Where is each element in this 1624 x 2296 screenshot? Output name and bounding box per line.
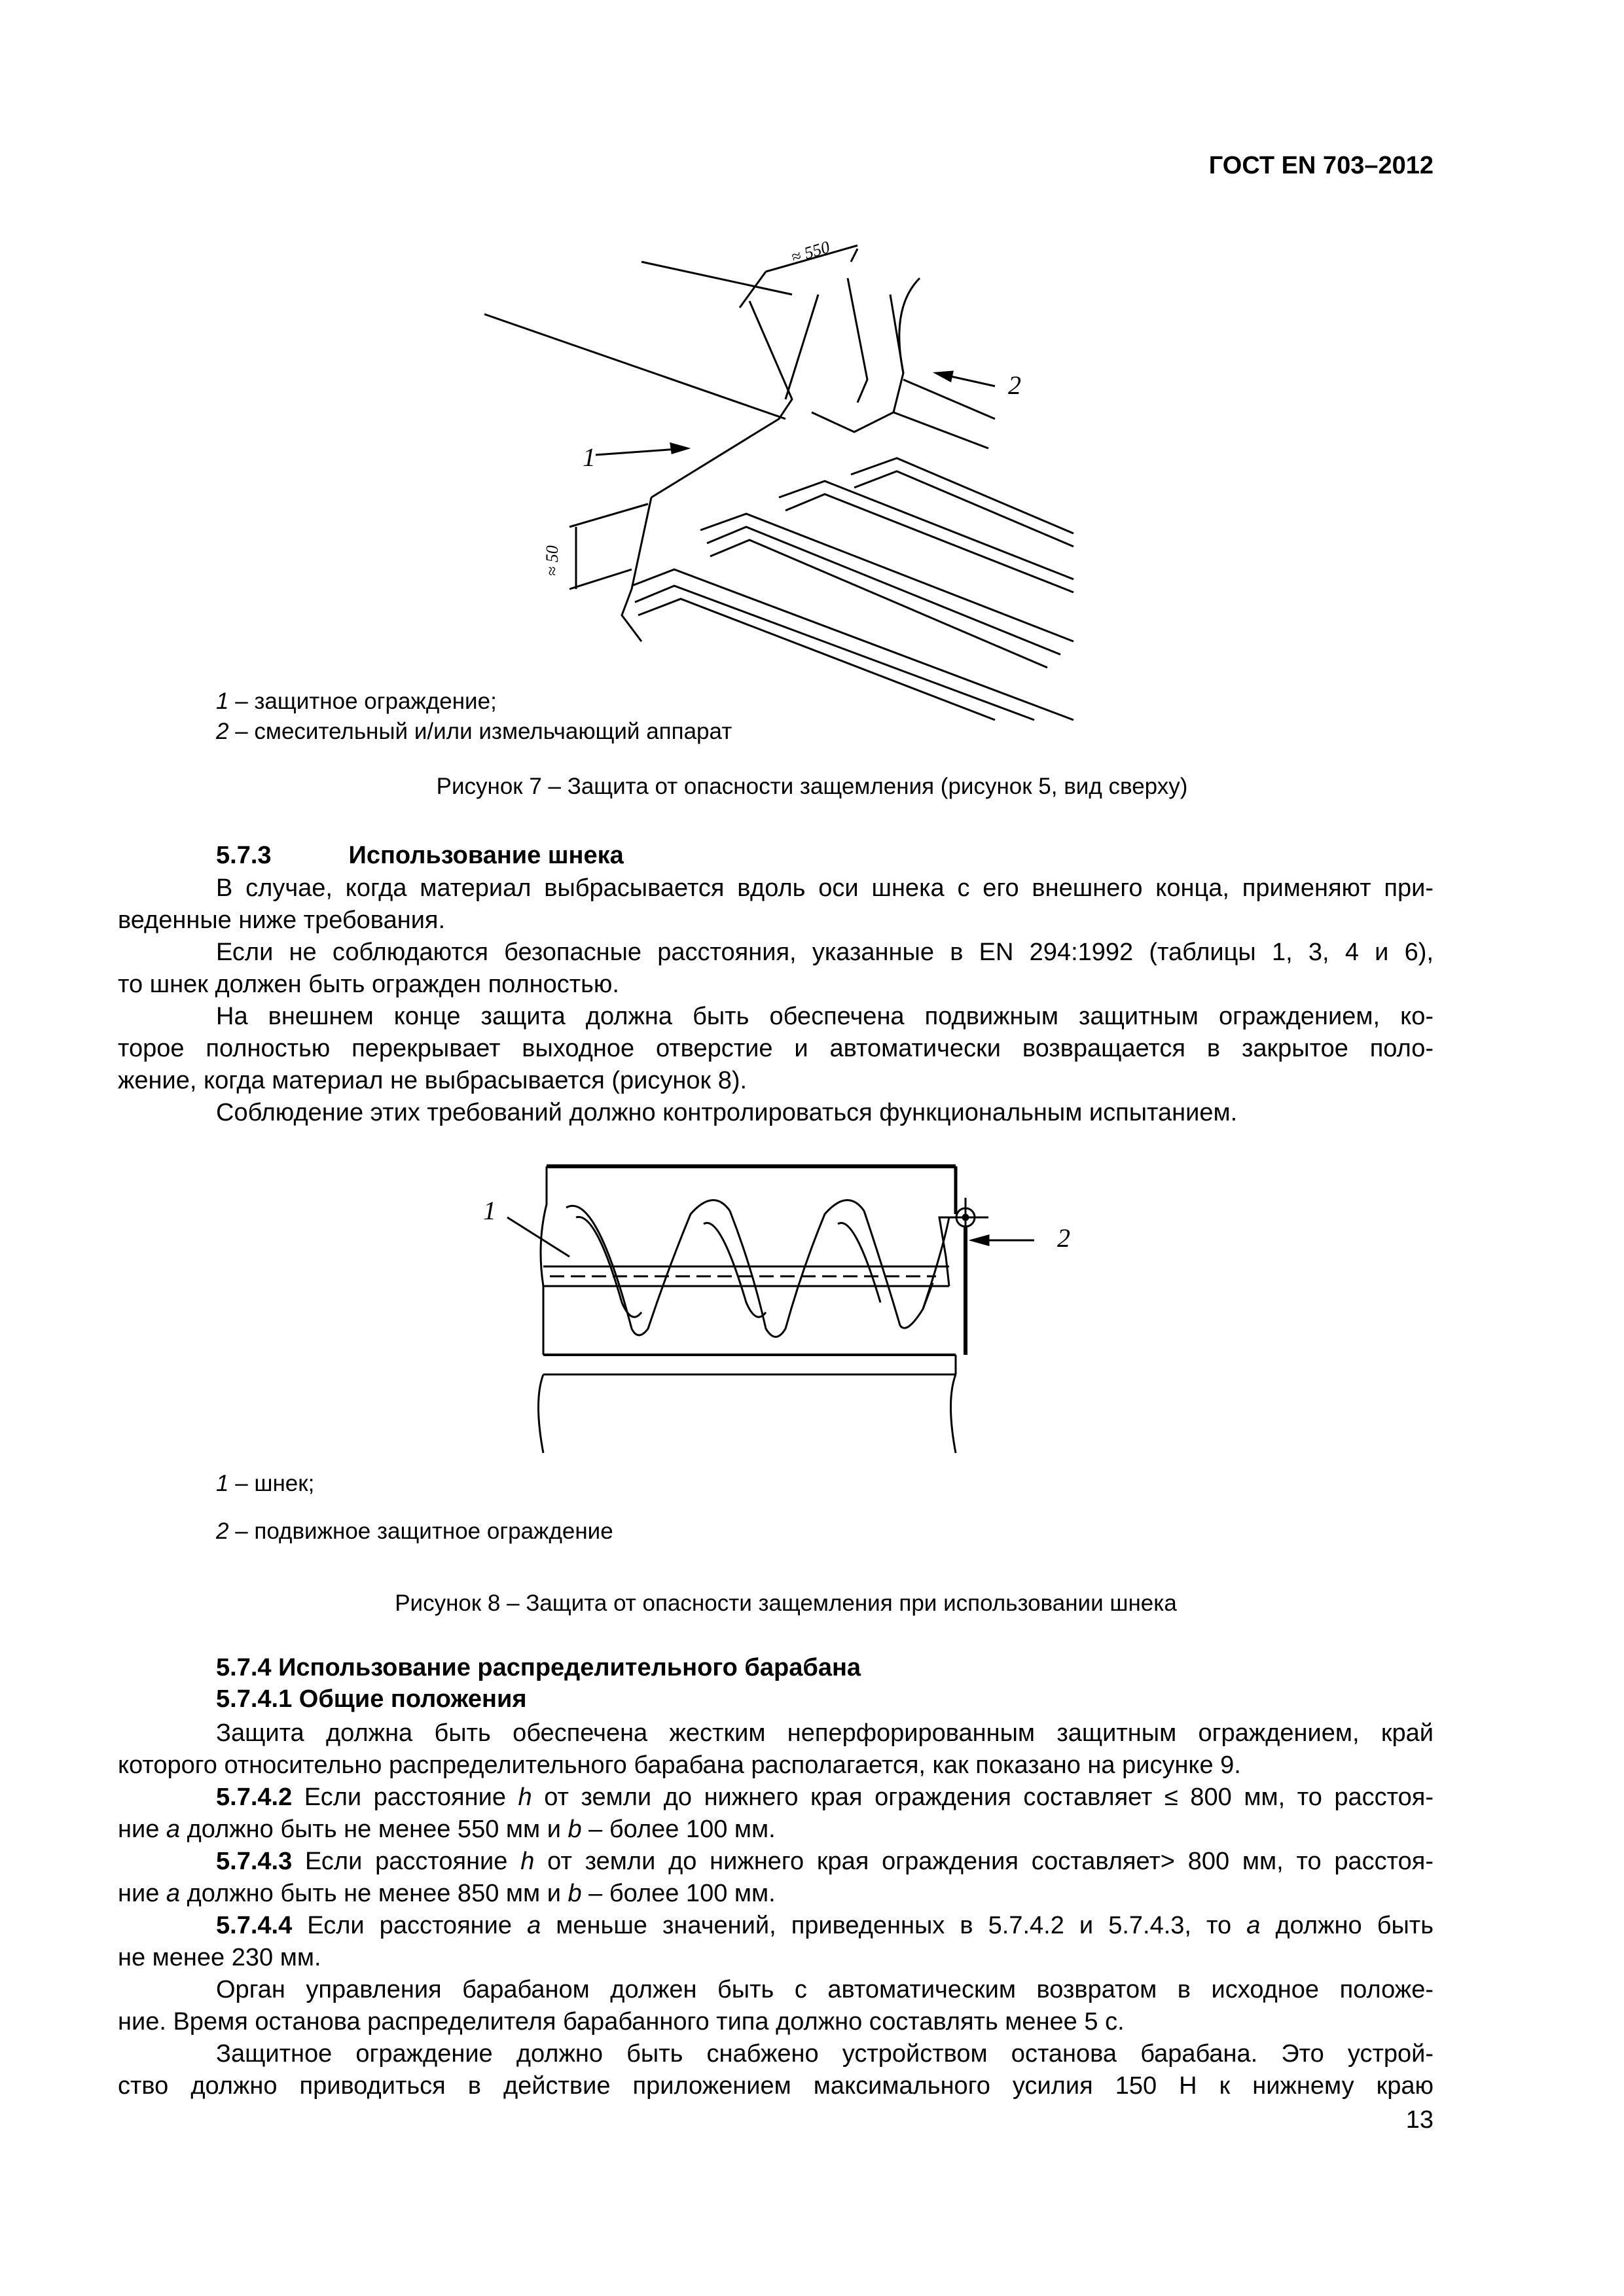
figure-8-caption: Рисунок 8 – Защита от опасности защемления при использовании шнека (395, 1590, 1177, 1616)
figure-7-label-1: 1 (583, 442, 596, 472)
figure-7-label-2: 2 (1008, 370, 1021, 400)
section-5-7-4-body: Защита должна быть обеспечена жестким неперфорированным защитным ограждением, край которого относительно распределительного барабана располагается, как показано на рисунке 9. 5.7.4.2 Если расстояние h от земли до нижнего края ограждения составляет ≤ 800 мм, то расстоя- ние a должно быть не менее 550 мм и b – более 100 мм. 5.7.4.3 Если расстояние h от земли до нижнего края ограждения составляет> 800 мм, то расстоя- ние a должно быть не менее 850 мм и b – более 100 мм. 5.7.4.4 Если расстояние a меньше значений, приведенных в 5.7.4.2 и 5.7.4.3, то a должно быть не менее 230 мм. Орган управления барабаном должен быть с автоматическим возвратом в исходное положе- ние. Время останова распределителя барабанного типа должно составлять менее 5 с. Защитное ограждение должно быть снабжено устройством останова барабана. Это устрой- ство должно приводиться в действие приложением максимального усилия 150 Н к нижнему краю (118, 1719, 1434, 2100)
figure-8-legend-item-2: 2 – подвижное защитное ограждение (216, 1518, 613, 1544)
section-heading-5-7-3: 5.7.3 Использование шнека (216, 842, 624, 869)
figure-7-legend-item-2: 2 – смесительный и/или измельчающий аппарат (216, 719, 732, 744)
dimension-50-label: ≈ 50 (543, 545, 562, 576)
dimension-550-label: ≈ 550 (789, 237, 832, 267)
document-code: ГОСТ EN 703–2012 (1208, 152, 1434, 179)
section-heading-5-7-4-1: 5.7.4.1 Общие положения (216, 1685, 527, 1713)
figure-7-legend-item-1: 1 – защитное ограждение; (216, 689, 497, 714)
figure-8-legend-item-1: 1 – шнек; (216, 1471, 315, 1496)
figure-7-drawing (484, 223, 1074, 694)
section-heading-5-7-4: 5.7.4 Использование распределительного барабана (216, 1654, 861, 1681)
figure-8-label-2: 2 (1057, 1223, 1070, 1253)
figure-8-drawing (471, 1152, 1070, 1460)
page-number: 13 (1405, 2106, 1434, 2134)
figure-8-label-1: 1 (483, 1196, 496, 1225)
section-5-7-3-body: В случае, когда материал выбрасывается вдоль оси шнека с его внешнего конца, применяют при- веденные ниже требования. Если не соблюдаются безопасные расстояния, указанные в EN 294:1992 (таблицы 1, 3, 4 и 6), то шнек должен быть огражден полностью. На внешнем конце защита должна быть обеспечена подвижным защитным ограждением, ко- торое полностью перекрывает выходное отверстие и автоматически возвращается в закрытое поло- жение, когда материал не выбрасывается (рисунок 8). Соблюдение этих требований должно контролироваться функциональным испытанием. (118, 874, 1434, 1126)
figure-7-caption: Рисунок 7 – Защита от опасности защемления (рисунок 5, вид сверху) (436, 774, 1188, 799)
